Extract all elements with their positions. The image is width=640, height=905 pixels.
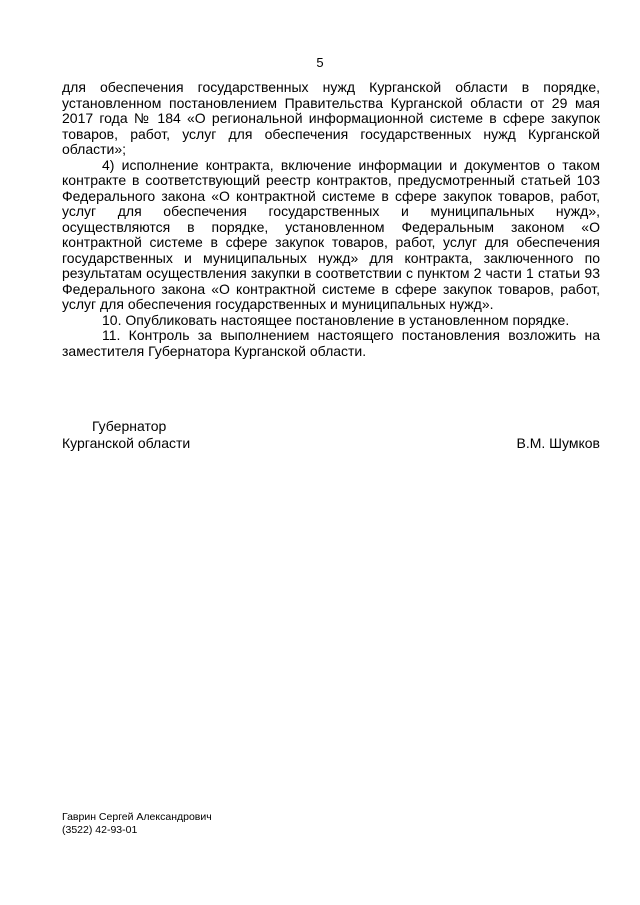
executor-phone: (3522) 42-93-01 bbox=[62, 823, 138, 836]
document-body bbox=[62, 80, 600, 359]
paragraph-continuation: для обеспечения государственных нужд Курганской области в порядке, установленном постановлением Правительства Курганской области от 29 мая 2017 года № 184 «О региональной информационной системе в сфере закупок товаров, работ, услуг для обеспечения государственных нужд Курганской области»; bbox=[62, 79, 600, 157]
executor-block bbox=[62, 811, 212, 836]
signatory-title-line-2: Курганской области bbox=[62, 435, 191, 451]
signature-block bbox=[62, 418, 600, 452]
executor-name: Гаврин Сергей Александрович bbox=[62, 811, 212, 823]
signature-row bbox=[62, 435, 600, 452]
paragraph-item-11: 11. Контроль за выполнением настоящего постановления возложить на заместителя Губернатора Курганской области. bbox=[62, 327, 600, 359]
paragraph-item-4: 4) исполнение контракта, включение информации и документов о таком контракте в соответствующий реестр контрактов, предусмотренный статьей 103 Федерального закона «О контрактной системе в сфере закупок товаров, работ, услуг для обеспечения государственных и муниципальных нужд», осуществляются в порядке, установленном Федеральным законом «О контрактной системе в сфере закупок товаров, работ, услуг для обеспечения государственных и муниципальных нужд» для контракта, заключенного по результатам осуществления закупки в соответствии с пунктом 2 части 1 статьи 93 Федерального закона «О контрактной системе в сфере закупок товаров, работ, услуг для обеспечения государственных и муниципальных нужд». bbox=[62, 156, 600, 312]
signatory-name: В.М. Шумков bbox=[516, 435, 600, 451]
page-number: 5 bbox=[316, 55, 324, 70]
paragraph-item-10: 10. Опубликовать настоящее постановление в установленном порядке. bbox=[102, 311, 570, 328]
signatory-title-line-1: Губернатор bbox=[92, 418, 167, 434]
